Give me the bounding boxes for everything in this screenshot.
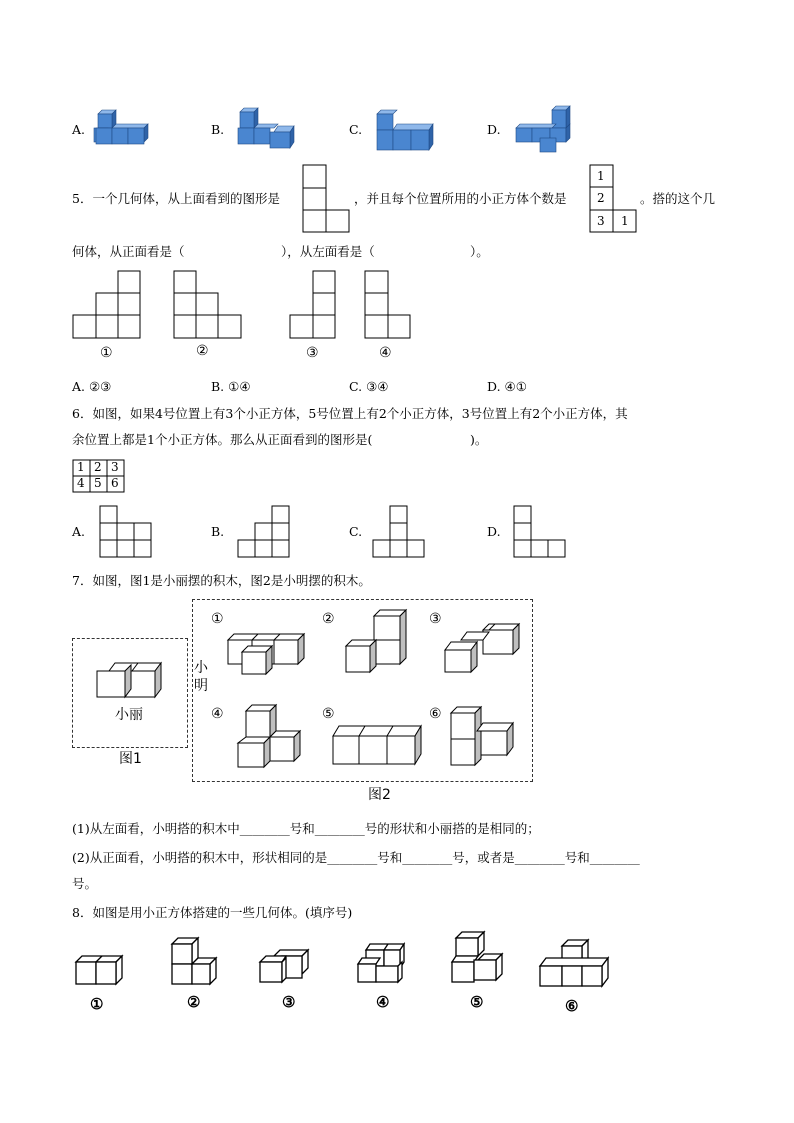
q5-text-1a: 5．一个几何体，从上面看到的图形是 (72, 191, 280, 206)
q7-item-number: ② (322, 611, 335, 627)
q7-item2-blocks (342, 608, 414, 676)
q5-count-cell: 1 (597, 169, 605, 183)
q6-text-1: 6．如图，如果4号位置上有3个小正方体，5号位置上有2个小正方体，3号位置上有2个小正方体，其 (72, 406, 628, 421)
q4-option-b-figure (234, 106, 298, 154)
q6-position-grid (72, 459, 126, 493)
q4-option-d-figure (512, 104, 576, 154)
q7-item-number: ④ (211, 706, 224, 722)
q5-text-2a: 何体，从正面看是（ (72, 244, 185, 259)
q6-option-d-figure (513, 505, 567, 559)
q7-item-number: ① (211, 611, 224, 627)
q8-title: 8．如图是用小正方体搭建的一些几何体。(填序号) (72, 905, 353, 920)
q5-text-2b: ），从左面看是（ (281, 244, 375, 259)
q7-xiaoli-blocks (95, 655, 165, 701)
q6-grid-cell: 5 (94, 476, 102, 490)
q7-title: 7．如图，图1是小丽摆的积木，图2是小明摆的积木。 (72, 573, 371, 588)
q7-fig2-caption: 图2 (368, 787, 391, 803)
q8-label: ① (90, 995, 104, 1013)
q6-text-2: 余位置上都是1个小正方体。那么从正面看到的图形是( (72, 432, 373, 447)
q4-option-a-figure (92, 106, 156, 152)
q4-option-c-figure (373, 106, 437, 154)
q4-option-d-label[interactable]: D. (487, 122, 501, 137)
q8-label: ⑥ (565, 997, 579, 1015)
q8-figure-4 (356, 942, 408, 986)
q6-grid-cell: 2 (94, 460, 102, 474)
q5-count-grid (589, 164, 637, 234)
q5-figure-3 (289, 270, 337, 340)
q7-item4-blocks (236, 703, 306, 769)
q5-figure-label: ① (100, 345, 113, 361)
q7-item1-blocks (222, 630, 312, 678)
q5-figure-1 (72, 270, 142, 340)
q7-item-number: ⑥ (429, 706, 442, 722)
q7-item5-blocks (331, 720, 425, 768)
q5-count-cell: 3 (597, 214, 605, 228)
q7-xiaoming-label-1: 小 (194, 660, 208, 676)
q5-option-b[interactable]: B. ①④ (211, 379, 251, 394)
q6-grid-cell: 6 (111, 476, 119, 490)
q8-label: ② (187, 993, 201, 1011)
q7-sub1: (1)从左面看，小明搭的积木中________号和________号的形状和小丽搭的是相同的； (72, 821, 540, 836)
q5-text-1b: ，并且每个位置所用的小正方体个数是 (354, 191, 567, 206)
q8-label: ④ (376, 993, 390, 1011)
q5-count-cell: 2 (597, 191, 605, 205)
q8-figure-6 (538, 938, 614, 988)
q7-fig1-caption: 图1 (119, 751, 142, 767)
q5-text-1c: 。搭的这个几 (640, 191, 716, 206)
q6-option-c-figure (372, 505, 426, 559)
q5-figure-2 (173, 270, 243, 340)
q7-item3-blocks (443, 620, 523, 672)
q5-option-a[interactable]: A. ②③ (72, 379, 112, 394)
q6-option-d[interactable]: D. (487, 524, 501, 539)
q6-grid-cell: 3 (111, 460, 119, 474)
q7-item-number: ③ (429, 611, 442, 627)
q8-figure-1 (72, 952, 128, 986)
q7-sub2: (2)从正面看，小明搭的积木中，形状相同的是________号和________号，或者是________号和________ (72, 850, 640, 865)
q6-option-b-figure (237, 505, 291, 559)
q7-item6-blocks (447, 703, 519, 769)
q8-figure-2 (168, 934, 220, 986)
q8-label: ⑤ (470, 993, 484, 1011)
q5-figure-label: ④ (379, 345, 392, 361)
q6-option-b[interactable]: B. (211, 524, 225, 539)
q4-option-b-label[interactable]: B. (211, 122, 225, 137)
q5-count-cell: 1 (621, 214, 629, 228)
q7-item-number: ⑤ (322, 706, 335, 722)
q5-text-2c: ）。 (470, 244, 489, 259)
q6-grid-cell: 1 (77, 460, 85, 474)
q8-figure-3 (258, 946, 314, 986)
q7-xiaoming-label-2: 明 (194, 678, 208, 694)
q6-option-c[interactable]: C. (349, 524, 363, 539)
q6-option-a-figure (99, 505, 153, 559)
q7-sub2-end: 号。 (72, 876, 98, 891)
q4-option-c-label[interactable]: C. (349, 122, 363, 137)
q7-xiaoli-label: 小丽 (115, 707, 143, 723)
q6-option-a[interactable]: A. (72, 524, 86, 539)
q4-option-a-label[interactable]: A. (72, 122, 86, 137)
q5-top-view-figure (302, 164, 352, 234)
q8-figure-5 (448, 930, 504, 986)
q6-text-2-end: )。 (470, 432, 488, 447)
q5-option-d[interactable]: D. ④① (487, 379, 527, 394)
q5-figure-4 (364, 270, 412, 340)
q5-figure-label: ③ (306, 345, 319, 361)
q5-figure-label: ② (196, 343, 209, 359)
q6-grid-cell: 4 (77, 476, 85, 490)
q5-option-c[interactable]: C. ③④ (349, 379, 389, 394)
q8-label: ③ (282, 993, 296, 1011)
